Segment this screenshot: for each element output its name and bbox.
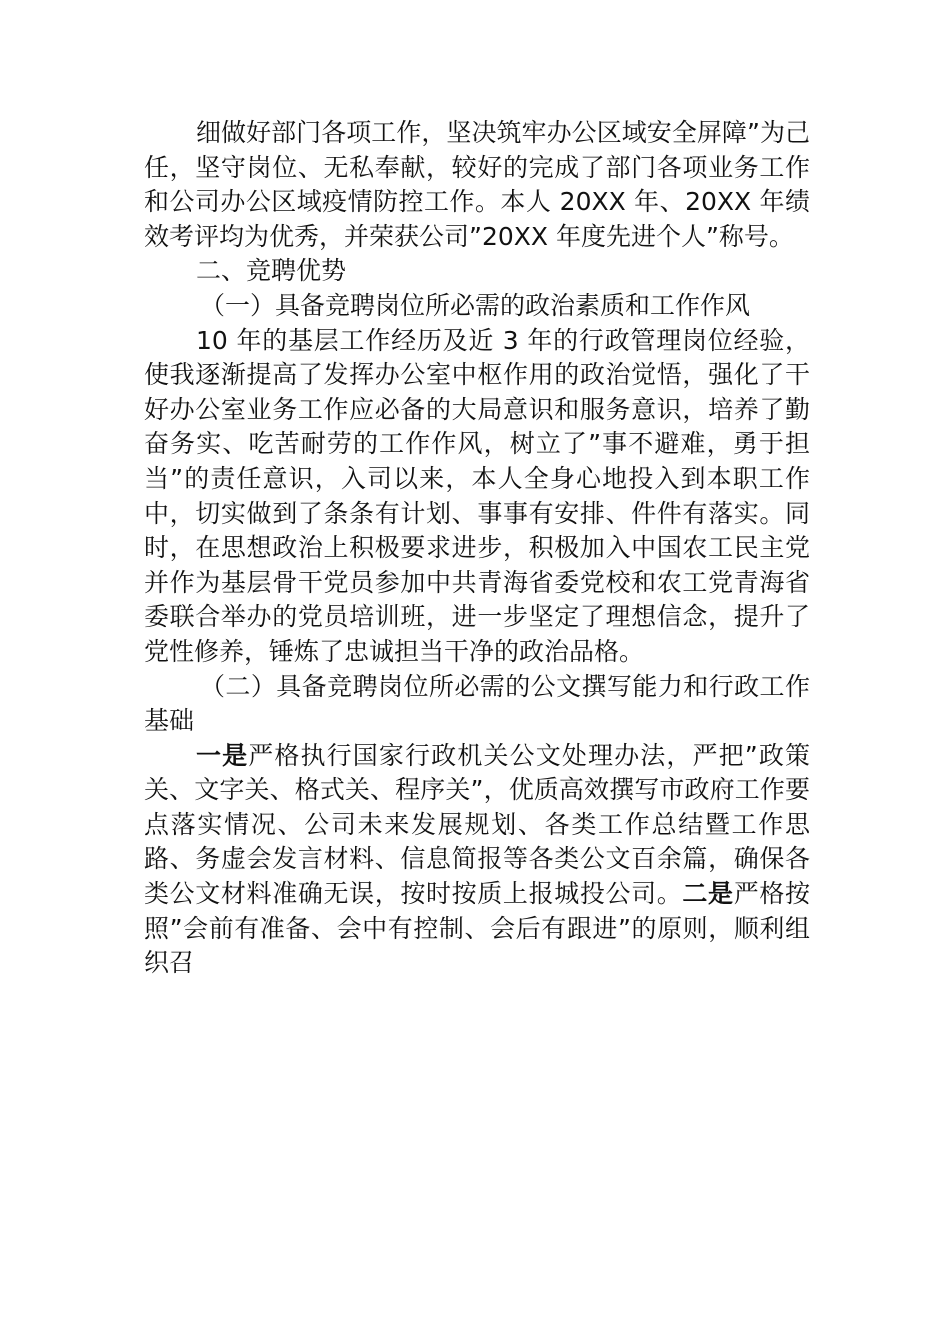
paragraph-writing-text-2: 严格按照”会前有准备、会中有控制、会后有跟进”的原则，顺利组织召 bbox=[144, 879, 810, 978]
paragraph-political-quality: 10 年的基层工作经历及近 3 年的行政管理岗位经验，使我逐渐提高了发挥办公室中枢作用的政治觉悟，强化了干好办公室业务工作应必备的大局意识和服务意识，培养了勤奋务实、吃苦耐劳的工作作风，树立了”事不避难，勇于担当”的责任意识，入司以来，本人全身心地投入到本职工作中，切实做到了条条有计划、事事有安排、件件有落实。同时，在思想政治上积极要求进步，积极加入中国农工民主党并作为基层骨干党员参加中共青海省委党校和农工党青海省委联合举办的党员培训班，进一步坚定了理想信念，提升了党性修养，锤炼了忠诚担当干净的政治品格。 bbox=[144, 325, 810, 666]
lead-second: 二是 bbox=[682, 879, 734, 909]
subheading-writing-ability: （二）具备竞聘岗位所必需的公文撰写能力和行政工作基础 bbox=[144, 671, 810, 736]
lead-first: 一是 bbox=[196, 740, 249, 770]
section-heading-advantages: 二、竞聘优势 bbox=[196, 256, 347, 286]
paragraph-achievements: 细做好部门各项工作，坚决筑牢办公区域安全屏障”为己任，坚守岗位、无私奉献，较好的完成了部门各项业务工作和公司办公区域疫情防控工作。本人 20XX 年、20XX 年绩效考评均为优秀，并荣获公司”20XX 年度先进个人”称号。 bbox=[144, 118, 810, 251]
paragraph-writing-text-1: 严格执行国家行政机关公文处理办法，严把”政策关、文字关、格式关、程序关”，优质高效撰写市政府工作要点落实情况、公司未来发展规划、各类工作总结暨工作思路、务虚会发言材料、信息简报等各类公文百余篇，确保各类公文材料准确无误，按时按质上报城投公司。 bbox=[144, 740, 810, 909]
document-body bbox=[144, 116, 810, 981]
paragraph-writing-ability bbox=[144, 739, 810, 981]
subheading-political-quality: （一）具备竞聘岗位所必需的政治素质和工作作风 bbox=[200, 290, 751, 320]
